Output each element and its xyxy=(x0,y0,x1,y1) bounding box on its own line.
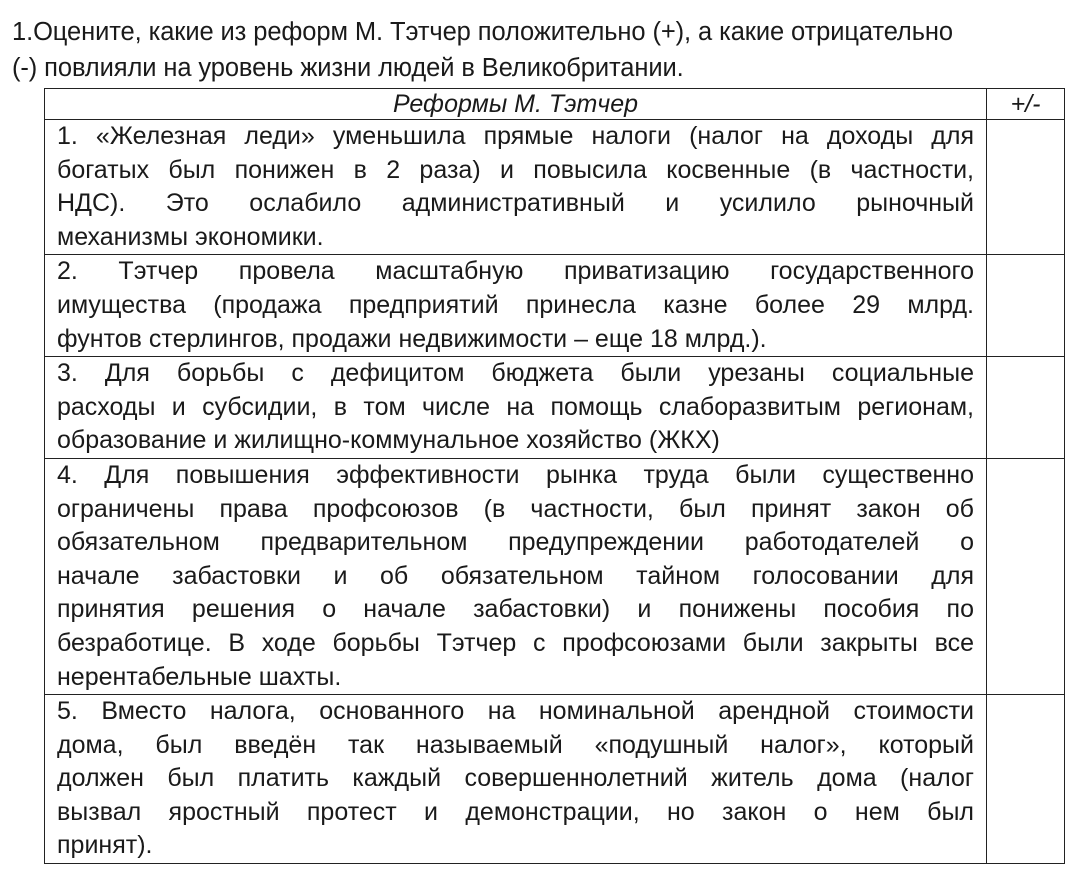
table-row xyxy=(45,458,1065,694)
header-reforms: Реформы М. Тэтчер xyxy=(45,89,987,120)
answer-mark-cell[interactable] xyxy=(987,357,1065,459)
task-instruction-line-1: 1.Оцените, какие из реформ М. Тэтчер положительно (+), а какие отрицательно xyxy=(12,18,953,46)
reform-text-cell xyxy=(45,255,987,357)
reform-text-line: безработице. В ходе борьбы Тэтчер с профсоюзами были закрыты все xyxy=(57,628,974,657)
reform-text-line: богатых был понижен в 2 раза) и повысила косвенные (в частности, xyxy=(57,155,974,184)
reform-text-line: 3. Для борьбы с дефицитом бюджета были урезаны социальные xyxy=(57,359,974,388)
reform-text-line: ограничены права профсоюзов (в частности, был принят закон об xyxy=(57,494,974,523)
answer-mark-cell[interactable] xyxy=(987,120,1065,255)
reform-text-line: 1. «Железная леди» уменьшила прямые налоги (налог на доходы для xyxy=(57,122,974,150)
table-row xyxy=(45,120,1065,255)
reforms-table-body xyxy=(45,120,1065,864)
reform-text-line: должен был платить каждый совершеннолетний житель дома (налог xyxy=(57,764,974,793)
reform-text-line: фунтов стерлингов, продажи недвижимости – еще 18 млрд.). xyxy=(57,324,767,353)
table-row xyxy=(45,255,1065,357)
reform-text-line: НДС). Это ослабило административный и усилило рыночный xyxy=(57,189,974,218)
table-row xyxy=(45,695,1065,864)
reform-text-line: имущества (продажа предприятий принесла казне более 29 млрд. xyxy=(57,290,974,319)
reform-text-line: принятия решения о начале забастовки) и понижены пособия по xyxy=(57,595,974,624)
reform-text-line: принят). xyxy=(57,831,153,860)
task-instruction-line-2: (-) повлияли на уровень жизни людей в Великобритании. xyxy=(12,54,684,82)
reform-text-line: 2. Тэтчер провела масштабную приватизацию государственного xyxy=(57,257,974,286)
reform-text-line: образование и жилищно-коммунальное хозяйство (ЖКХ) xyxy=(57,426,720,455)
reform-text-line: 4. Для повышения эффективности рынка труда были существенно xyxy=(57,460,974,489)
reform-text-cell xyxy=(45,357,987,459)
task-instruction xyxy=(12,14,1072,86)
answer-mark-cell[interactable] xyxy=(987,695,1065,864)
header-mark: +/- xyxy=(987,89,1065,120)
reform-text-line: 5. Вместо налога, основанного на номинальной арендной стоимости xyxy=(57,697,974,726)
reform-text-cell xyxy=(45,120,987,255)
reform-text-cell xyxy=(45,458,987,694)
answer-mark-cell[interactable] xyxy=(987,255,1065,357)
reform-text-line: дома, был введён так называемый «подушный налог», который xyxy=(57,730,974,759)
table-header-row xyxy=(45,89,1065,120)
reform-text-line: расходы и субсидии, в том числе на помощь слаборазвитым регионам, xyxy=(57,392,974,421)
reform-text-line: механизмы экономики. xyxy=(57,222,324,251)
reform-text-cell xyxy=(45,695,987,864)
reform-text-line: обязательном предварительном предупреждении работодателей о xyxy=(57,528,974,557)
reform-text-line: начале забастовки и об обязательном тайном голосовании для xyxy=(57,561,974,590)
reforms-table xyxy=(44,88,1065,864)
table-row xyxy=(45,357,1065,459)
answer-mark-cell[interactable] xyxy=(987,458,1065,694)
reform-text-line: вызвал яростный протест и демонстрации, но закон о нем был xyxy=(57,797,974,826)
reform-text-line: нерентабельные шахты. xyxy=(57,662,342,691)
